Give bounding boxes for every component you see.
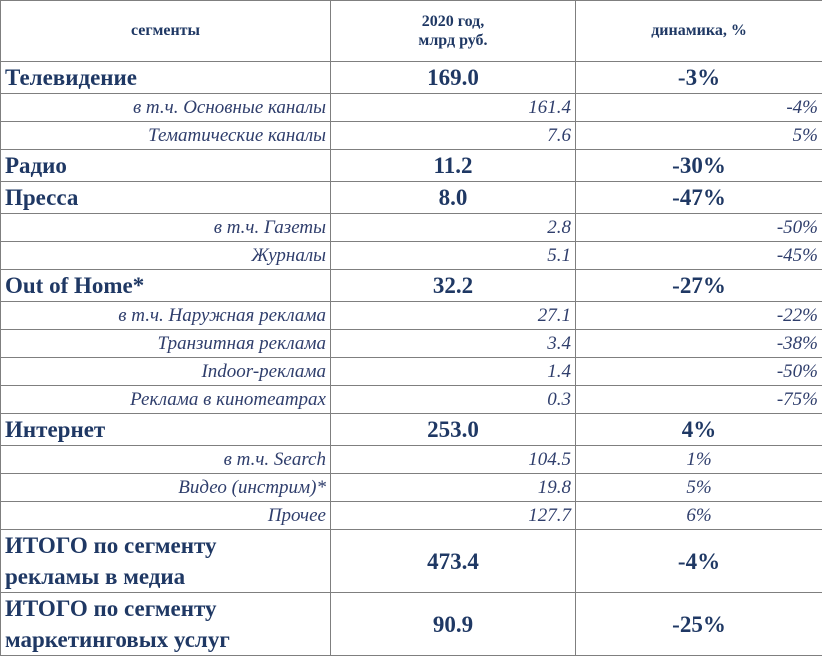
subsegment-change: 5% — [576, 122, 822, 150]
header-year-line1: 2020 год, — [421, 12, 485, 30]
subsegment-change: -4% — [576, 94, 822, 122]
table-row — [1, 414, 822, 446]
segment-value: 11.2 — [331, 150, 576, 182]
total-label-line1: ИТОГО по сегменту — [5, 596, 217, 622]
subsegment-value: 2.8 — [331, 214, 576, 242]
header-dynamics: динамика, % — [576, 1, 822, 62]
subsegment-label: Транзитная реклама — [1, 330, 331, 358]
subsegment-change: -50% — [576, 214, 822, 242]
subsegment-label: Прочее — [1, 502, 331, 530]
subsegment-value: 127.7 — [331, 502, 576, 530]
table-row — [1, 502, 822, 530]
segment-label: Интернет — [1, 414, 331, 446]
table-row-total — [1, 530, 822, 593]
segment-value: 32.2 — [331, 270, 576, 302]
segment-change: -30% — [576, 150, 822, 182]
subsegment-value: 104.5 — [331, 446, 576, 474]
subsegment-change: -38% — [576, 330, 822, 358]
total-value: 90.9 — [331, 593, 576, 656]
segment-change: -47% — [576, 182, 822, 214]
subsegment-label: в т.ч. Газеты — [1, 214, 331, 242]
total-label — [1, 530, 331, 593]
subsegment-value: 0.3 — [331, 386, 576, 414]
subsegment-label: Indoor-реклама — [1, 358, 331, 386]
segment-label: Out of Home* — [1, 270, 331, 302]
segment-change: -27% — [576, 270, 822, 302]
subsegment-label: Тематические каналы — [1, 122, 331, 150]
table-row — [1, 122, 822, 150]
subsegment-change: -75% — [576, 386, 822, 414]
table-row — [1, 474, 822, 502]
segment-label: Радио — [1, 150, 331, 182]
table-row — [1, 446, 822, 474]
segment-value: 169.0 — [331, 62, 576, 94]
table-row — [1, 386, 822, 414]
table-row — [1, 182, 822, 214]
subsegment-value: 161.4 — [331, 94, 576, 122]
total-change: -25% — [576, 593, 822, 656]
table-row — [1, 214, 822, 242]
total-label — [1, 593, 331, 656]
segment-label: Телевидение — [1, 62, 331, 94]
total-label-line1: ИТОГО по сегменту — [5, 533, 217, 558]
subsegment-label: Реклама в кинотеатрах — [1, 386, 331, 414]
segment-value: 8.0 — [331, 182, 576, 214]
subsegment-change: -45% — [576, 242, 822, 270]
subsegment-value: 19.8 — [331, 474, 576, 502]
subsegment-change: 5% — [576, 474, 822, 502]
subsegment-label: в т.ч. Основные каналы — [1, 94, 331, 122]
header-segments: сегменты — [1, 1, 331, 62]
subsegment-label: Журналы — [1, 242, 331, 270]
subsegment-value: 5.1 — [331, 242, 576, 270]
table-row — [1, 62, 822, 94]
subsegment-change: -22% — [576, 302, 822, 330]
subsegment-change: -50% — [576, 358, 822, 386]
segment-change: 4% — [576, 414, 822, 446]
subsegment-value: 1.4 — [331, 358, 576, 386]
subsegment-value: 3.4 — [331, 330, 576, 358]
header-year-value — [331, 1, 576, 62]
total-label-line2: маркетинговых услуг — [5, 627, 230, 653]
subsegment-label: Видео (инстрим)* — [1, 474, 331, 502]
table-row-total — [1, 593, 822, 656]
table-row — [1, 358, 822, 386]
subsegment-label: в т.ч. Наружная реклама — [1, 302, 331, 330]
table-row — [1, 242, 822, 270]
subsegment-value: 27.1 — [331, 302, 576, 330]
table-row — [1, 150, 822, 182]
segment-change: -3% — [576, 62, 822, 94]
header-row — [1, 1, 822, 62]
total-value: 473.4 — [331, 530, 576, 593]
table-row — [1, 270, 822, 302]
subsegment-label: в т.ч. Search — [1, 446, 331, 474]
table-row — [1, 302, 822, 330]
table-row — [1, 94, 822, 122]
segment-value: 253.0 — [331, 414, 576, 446]
table-row — [1, 330, 822, 358]
header-year-line2: млрд руб. — [418, 32, 488, 49]
total-label-line2: рекламы в медиа — [5, 564, 186, 590]
subsegment-change: 1% — [576, 446, 822, 474]
subsegment-value: 7.6 — [331, 122, 576, 150]
segment-label: Пресса — [1, 182, 331, 214]
total-change: -4% — [576, 530, 822, 593]
subsegment-change: 6% — [576, 502, 822, 530]
